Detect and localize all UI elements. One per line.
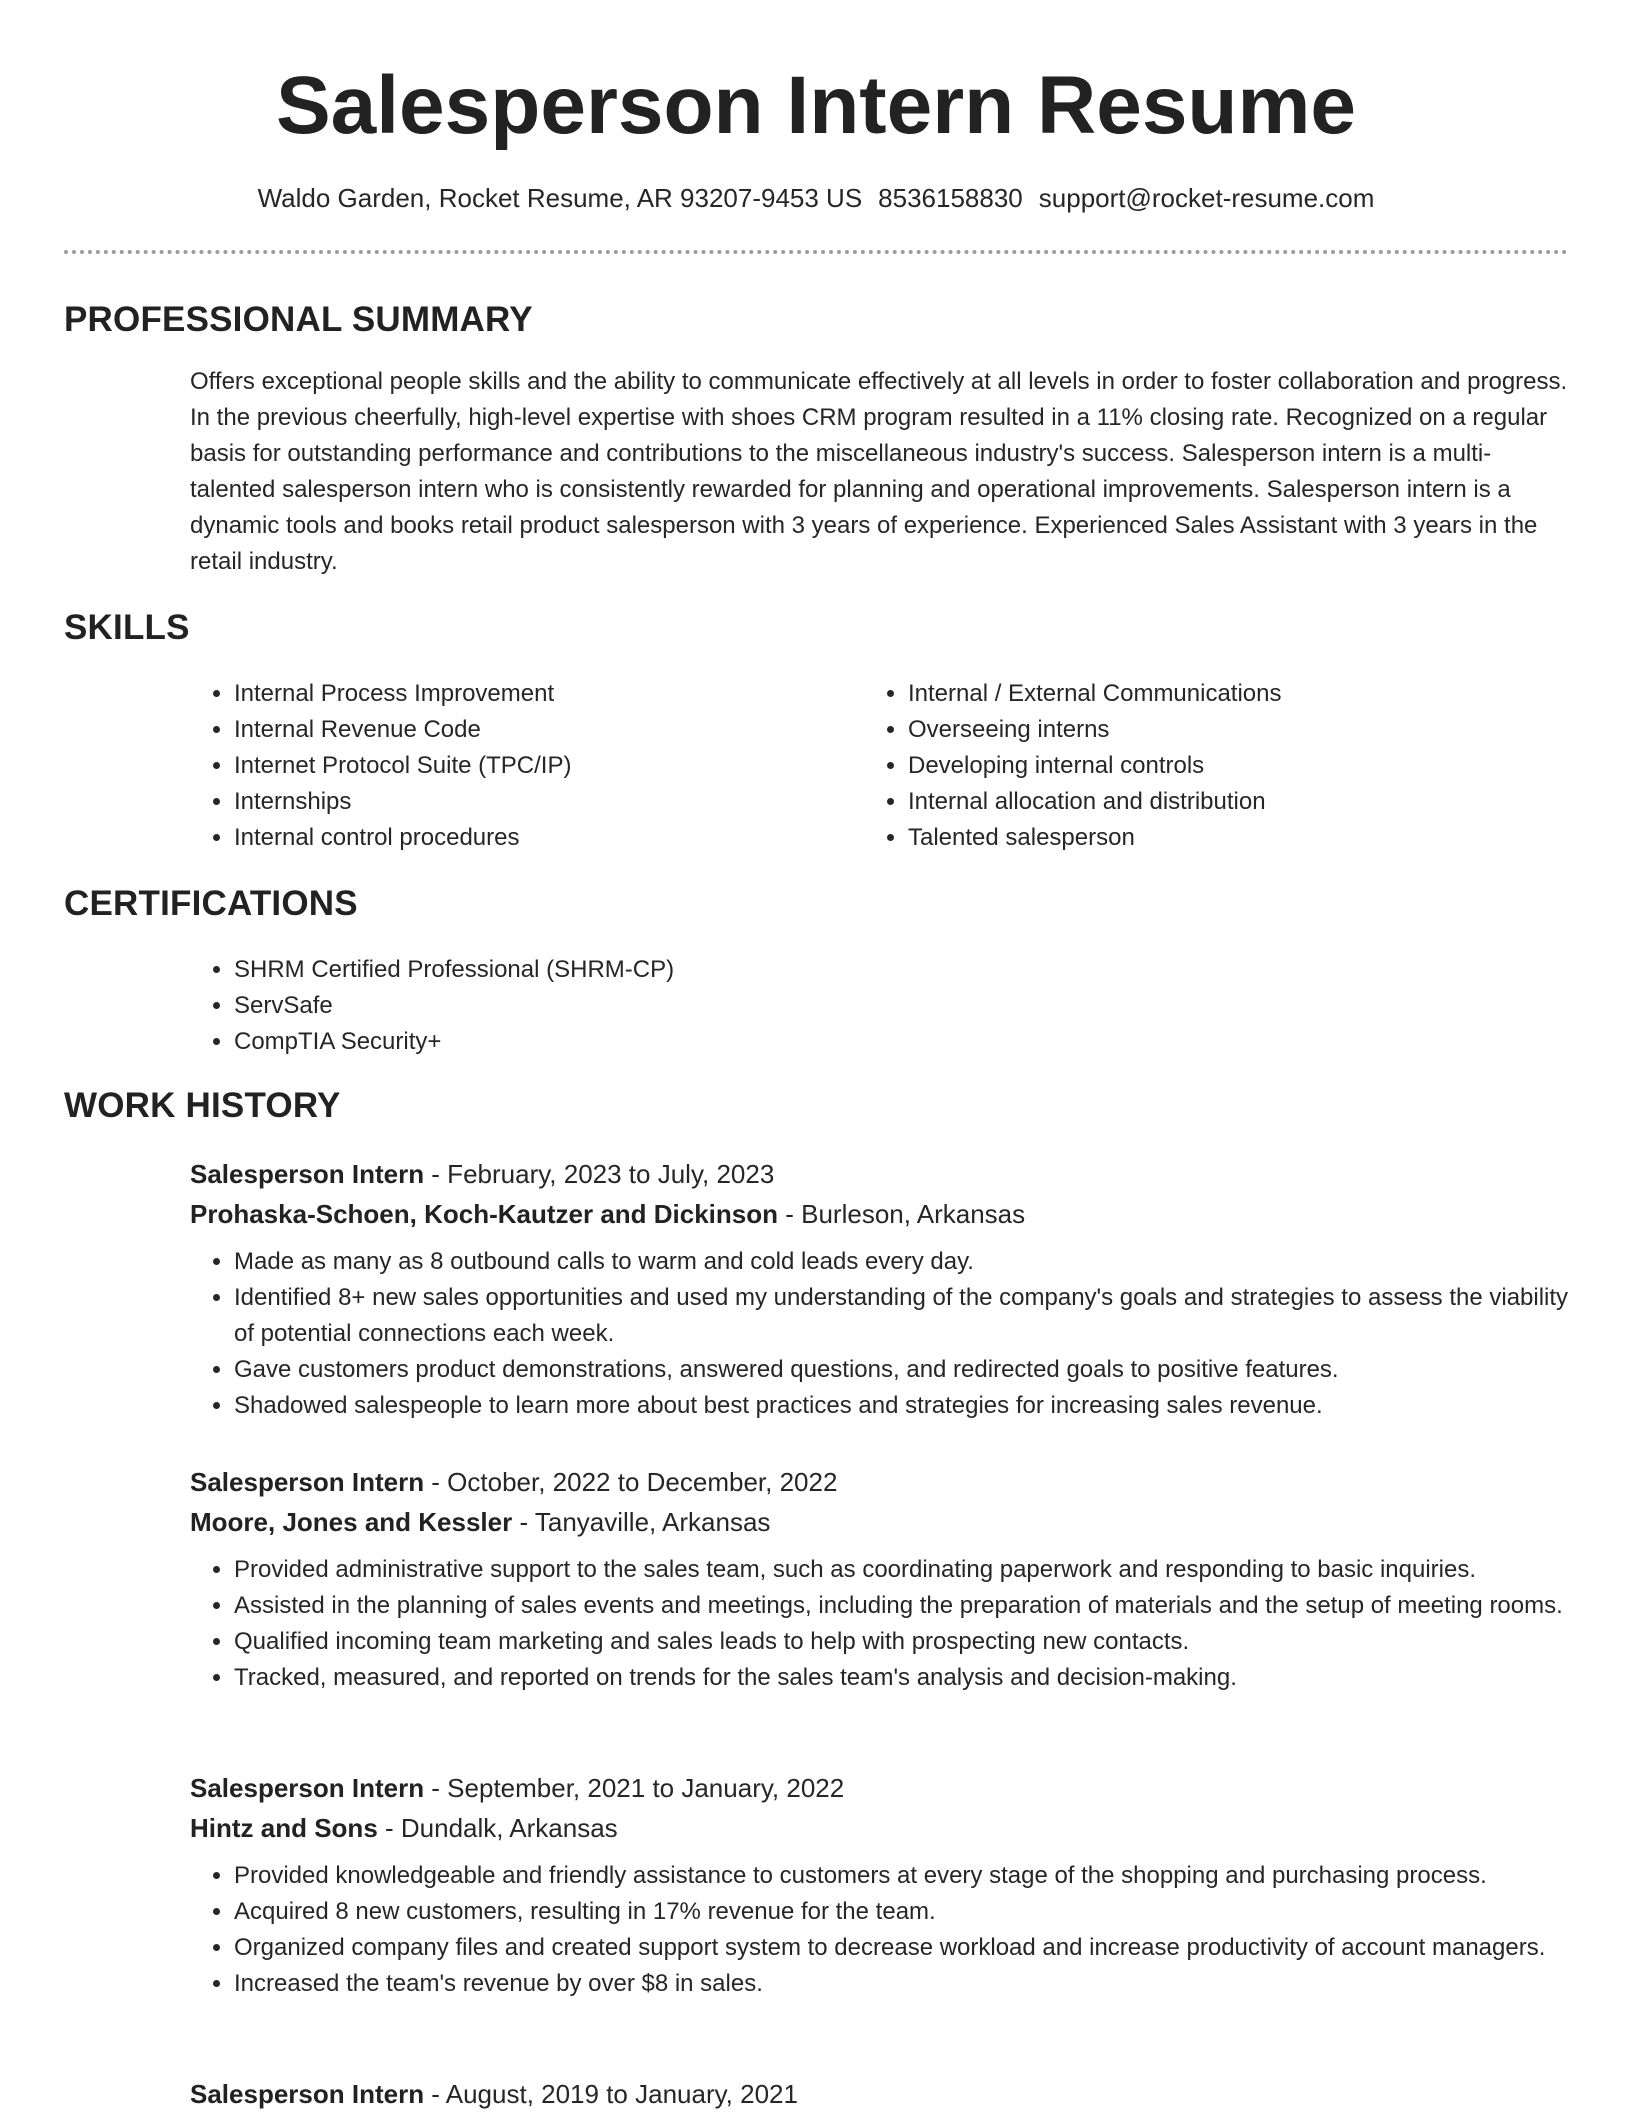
- certifications-heading: CERTIFICATIONS: [64, 884, 358, 923]
- job-bullet: • Identified 8+ new sales opportunities and used my understanding of the company's goals and strategies to assess the viability of potential connections each week.: [234, 1280, 1580, 1352]
- contact-email[interactable]: support@rocket-resume.com: [1038, 183, 1375, 213]
- resume-title: Salesperson Intern Resume: [275, 60, 1357, 151]
- job-title: Salesperson Intern: [190, 1467, 425, 1497]
- job-title: Salesperson Intern: [190, 2079, 425, 2109]
- skills-right-list: [864, 676, 1564, 856]
- skills-right-column: [864, 676, 1564, 856]
- job-company: Prohaska-Schoen, Koch-Kautzer and Dickinson: [190, 1199, 779, 1229]
- job-company: Moore, Jones and Kessler: [190, 1507, 513, 1537]
- job-dates: - September, 2021 to January, 2022: [424, 1773, 845, 1803]
- job-bullet: • Shadowed salespeople to learn more about best practices and strategies for increasing sales revenue.: [234, 1388, 1580, 1424]
- certification-item: • CompTIA Security+: [234, 1024, 674, 1060]
- contact-phone: 8536158830: [878, 183, 1023, 213]
- skills-heading: SKILLS: [64, 608, 190, 647]
- job-company-line: [190, 1502, 1580, 1542]
- header-divider: [64, 250, 1568, 254]
- contact-line: [0, 180, 1632, 216]
- job-location: - Tanyaville, Arkansas: [512, 1507, 771, 1537]
- job-company-line: [190, 1194, 1580, 1234]
- certification-item: • SHRM Certified Professional (SHRM-CP): [234, 952, 674, 988]
- skill-item: • Internships: [234, 784, 850, 820]
- job-company: Hintz and Sons: [190, 1813, 378, 1843]
- skill-item: • Internal control procedures: [234, 820, 850, 856]
- job-bullet: • Organized company files and created support system to decrease workload and increase productivity of account managers.: [234, 1930, 1580, 1966]
- job-bullets: [190, 1244, 1580, 1424]
- job-title-line: [190, 1154, 1580, 1194]
- summary-heading: PROFESSIONAL SUMMARY: [64, 300, 533, 339]
- certification-item: • ServSafe: [234, 988, 674, 1024]
- job-dates: - October, 2022 to December, 2022: [424, 1467, 838, 1497]
- skill-item: • Internal / External Communications: [908, 676, 1564, 712]
- job-bullet: • Increased the team's revenue by over $8 in sales.: [234, 1966, 1580, 2002]
- job-bullet: • Assisted in the planning of sales events and meetings, including the preparation of materials and the setup of meeting rooms.: [234, 1588, 1580, 1624]
- skill-item: • Developing internal controls: [908, 748, 1564, 784]
- contact-address: Waldo Garden, Rocket Resume, AR 93207-9453 US: [257, 183, 863, 213]
- job-bullet: • Made as many as 8 outbound calls to warm and cold leads every day.: [234, 1244, 1580, 1280]
- summary-text: Offers exceptional people skills and the ability to communicate effectively at all levels in order to foster collaboration and progress. In the previous cheerfully, high-level expertise with shoes CRM program resulted in a 11% closing rate. Recognized on a regular basis for outstanding performance and contributions to the miscellaneous industry's success. Salesperson intern is a multi-talented salesperson intern who is consistently rewarded for planning and operational improvements. Salesperson intern is a dynamic tools and books retail product salesperson with 3 years of experience. Experienced Sales Assistant with 3 years in the retail industry.: [190, 368, 1568, 575]
- job-company-line: [190, 1808, 1580, 1848]
- job-entry-4: [190, 2074, 1580, 2114]
- job-title: Salesperson Intern: [190, 1773, 425, 1803]
- job-dates: - August, 2019 to January, 2021: [424, 2079, 798, 2109]
- job-bullet: • Provided administrative support to the sales team, such as coordinating paperwork and responding to basic inquiries.: [234, 1552, 1580, 1588]
- skill-item: • Overseeing interns: [908, 712, 1564, 748]
- job-bullet: • Acquired 8 new customers, resulting in 17% revenue for the team.: [234, 1894, 1580, 1930]
- job-bullet: • Gave customers product demonstrations, answered questions, and redirected goals to positive features.: [234, 1352, 1580, 1388]
- work-history-heading: WORK HISTORY: [64, 1086, 341, 1125]
- job-dates: - February, 2023 to July, 2023: [424, 1159, 775, 1189]
- job-bullet: • Qualified incoming team marketing and sales leads to help with prospecting new contacts.: [234, 1624, 1580, 1660]
- job-title: Salesperson Intern: [190, 1159, 425, 1189]
- job-bullets: [190, 1858, 1580, 2002]
- skill-item: • Internet Protocol Suite (TPC/IP): [234, 748, 850, 784]
- skills-left-list: [190, 676, 850, 856]
- job-location: - Dundalk, Arkansas: [377, 1813, 618, 1843]
- skill-item: • Internal Revenue Code: [234, 712, 850, 748]
- job-location: - Burleson, Arkansas: [778, 1199, 1026, 1229]
- skill-item: • Internal allocation and distribution: [908, 784, 1564, 820]
- skill-item: • Talented salesperson: [908, 820, 1564, 856]
- skills-left-column: [190, 676, 850, 856]
- skill-item: • Internal Process Improvement: [234, 676, 850, 712]
- job-entry-3: [190, 1768, 1580, 2002]
- job-title-line: [190, 1768, 1580, 1808]
- job-title-line: [190, 1462, 1580, 1502]
- job-bullet: • Tracked, measured, and reported on trends for the sales team's analysis and decision-making.: [234, 1660, 1580, 1696]
- job-entry-2: [190, 1462, 1580, 1696]
- job-bullet: • Provided knowledgeable and friendly assistance to customers at every stage of the shopping and purchasing process.: [234, 1858, 1580, 1894]
- job-title-line: [190, 2074, 1580, 2114]
- job-bullets: [190, 1552, 1580, 1696]
- certifications-list-container: [190, 952, 674, 1060]
- certifications-list: [190, 952, 674, 1060]
- job-entry-1: [190, 1154, 1580, 1424]
